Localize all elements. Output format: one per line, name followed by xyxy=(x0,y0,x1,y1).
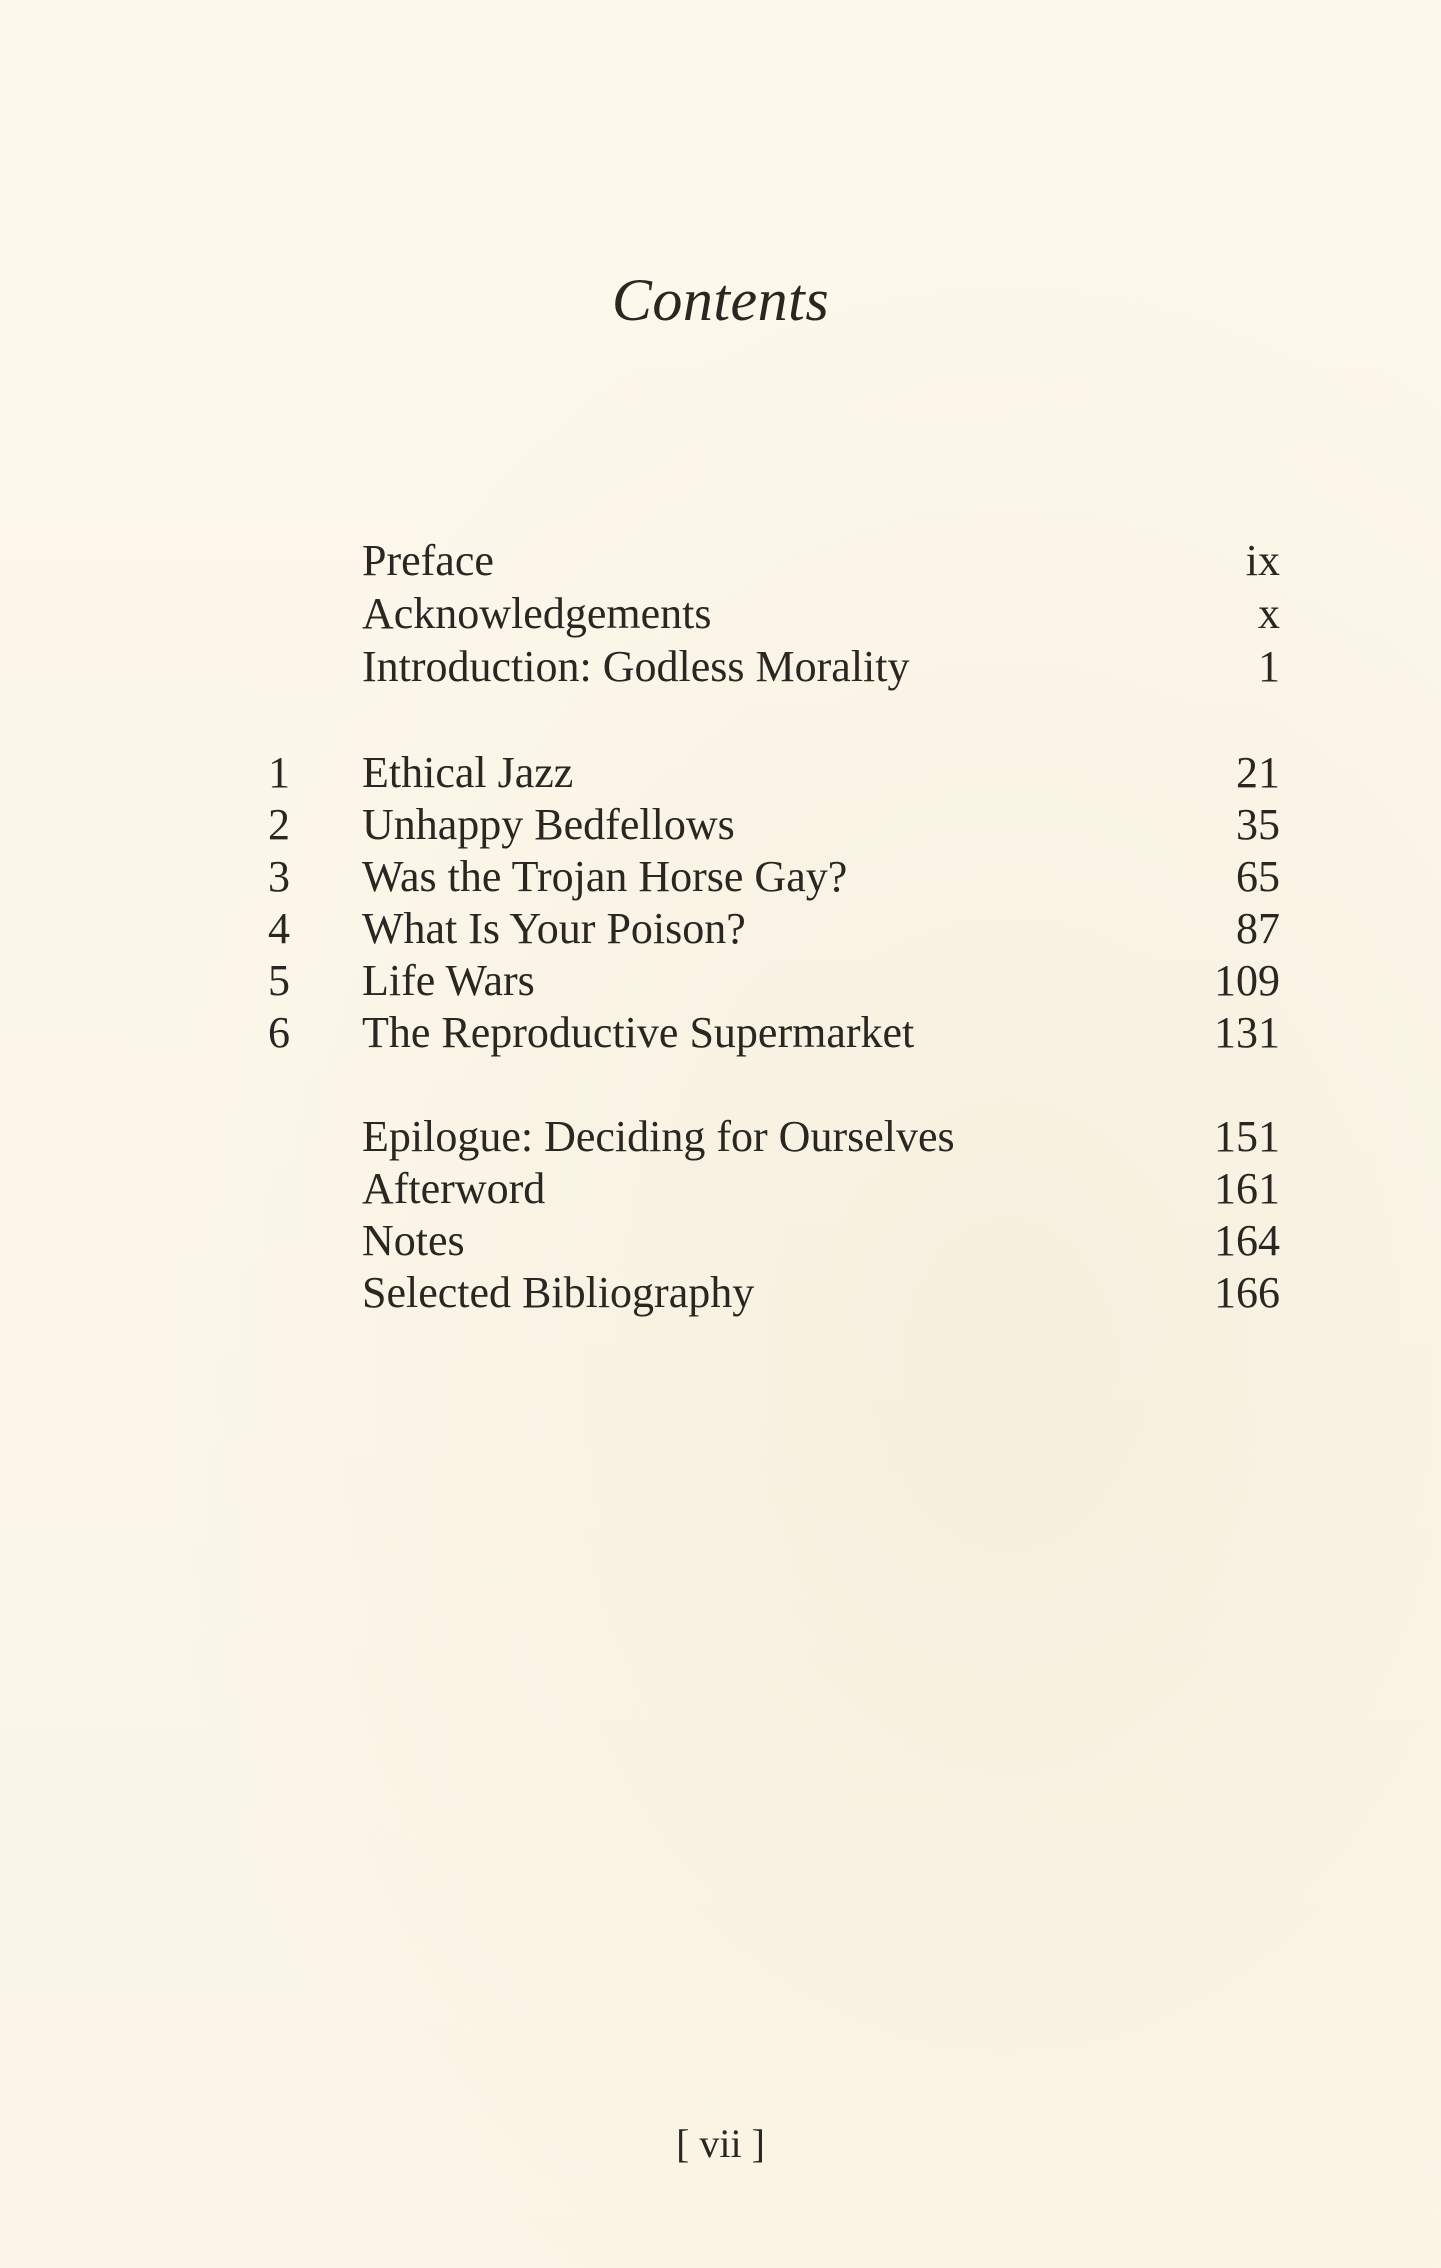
entry-page: 109 xyxy=(1214,956,1280,1005)
entry-page: 21 xyxy=(1236,748,1280,797)
entry-label: Introduction: Godless Morality xyxy=(362,642,910,691)
entry-page: 166 xyxy=(1214,1268,1280,1317)
entry-page: ix xyxy=(1245,536,1280,585)
entry-label: The Reproductive Supermarket xyxy=(362,1008,915,1057)
entry-label: Ethical Jazz xyxy=(362,748,574,797)
chapter-number: 4 xyxy=(268,904,290,953)
chapter-number: 1 xyxy=(268,748,290,797)
entry-page: 65 xyxy=(1236,852,1280,901)
toc-entry-acknowledgements xyxy=(250,588,1280,640)
entry-label: Epilogue: Deciding for Ourselves xyxy=(362,1112,955,1161)
entry-page: 87 xyxy=(1236,904,1280,953)
toc-entry-notes xyxy=(250,1215,1280,1267)
entry-label: Life Wars xyxy=(362,956,535,1005)
toc-entry-chapter-5 xyxy=(250,955,1280,1007)
entry-label: Preface xyxy=(362,536,494,585)
toc-entry-preface xyxy=(250,535,1280,587)
entry-page: 131 xyxy=(1214,1008,1280,1057)
entry-label: What Is Your Poison? xyxy=(362,904,746,953)
toc-entry-chapter-1 xyxy=(250,747,1280,799)
entry-page: 164 xyxy=(1214,1216,1280,1265)
entry-label: Selected Bibliography xyxy=(362,1268,755,1317)
chapter-number: 6 xyxy=(268,1008,290,1057)
chapter-number: 3 xyxy=(268,852,290,901)
toc-entry-chapter-6 xyxy=(250,1007,1280,1059)
entry-label: Unhappy Bedfellows xyxy=(362,800,735,849)
page-folio: [ vii ] xyxy=(676,2121,765,2166)
entry-page: 1 xyxy=(1258,642,1280,691)
entry-label: Acknowledgements xyxy=(362,589,712,638)
chapter-number: 5 xyxy=(268,956,290,1005)
toc-entry-introduction xyxy=(250,641,1280,693)
entry-label: Afterword xyxy=(362,1164,546,1213)
entry-label: Was the Trojan Horse Gay? xyxy=(362,852,848,901)
page-title: Contents xyxy=(611,267,830,333)
entry-page: 35 xyxy=(1236,800,1280,849)
entry-page: 161 xyxy=(1214,1164,1280,1213)
toc-entry-bibliography xyxy=(250,1267,1280,1319)
entry-page: 151 xyxy=(1214,1112,1280,1161)
toc-entry-chapter-3 xyxy=(250,851,1280,903)
toc-entry-chapter-2 xyxy=(250,799,1280,851)
toc-entry-chapter-4 xyxy=(250,903,1280,955)
toc-entry-epilogue xyxy=(250,1111,1280,1163)
entry-label: Notes xyxy=(362,1216,465,1265)
entry-page: x xyxy=(1258,589,1280,638)
toc-entry-afterword xyxy=(250,1163,1280,1215)
chapter-number: 2 xyxy=(268,800,290,849)
